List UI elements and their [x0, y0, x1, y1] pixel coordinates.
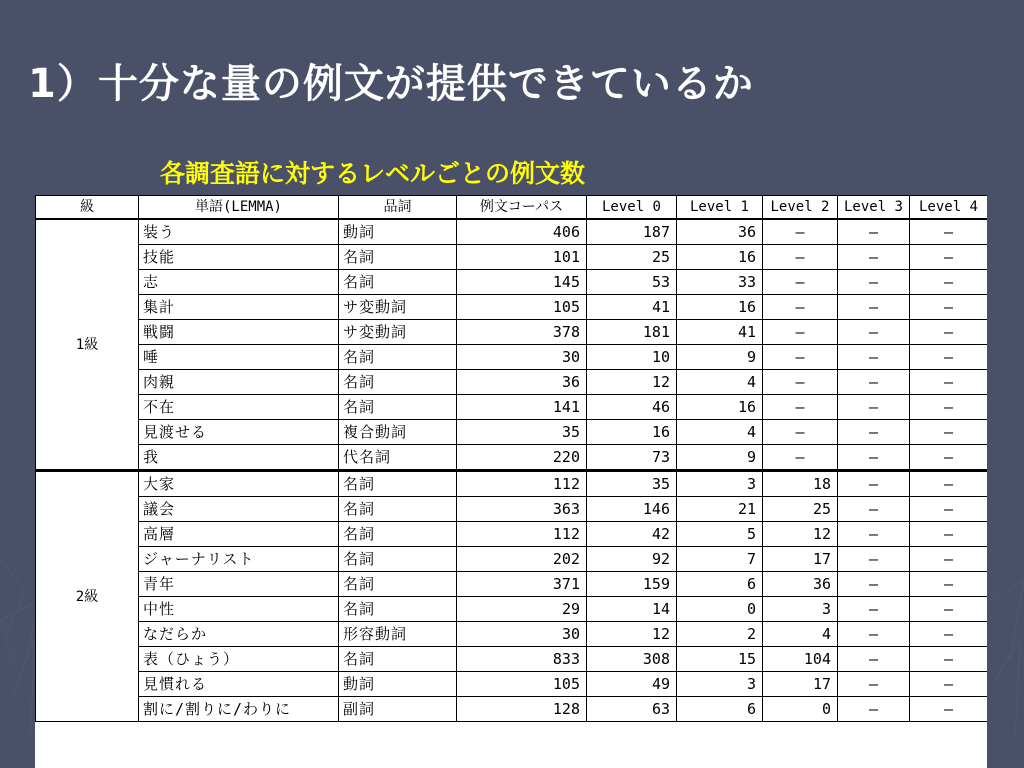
header-level-3: Level 3 [838, 196, 910, 220]
pos-cell: 名詞 [339, 270, 457, 295]
level-0-cell: 12 [587, 370, 677, 395]
corpus-cell: 145 [457, 270, 587, 295]
corpus-cell: 29 [457, 597, 587, 622]
grade-cell: 1級 [36, 219, 139, 471]
table-row [36, 572, 988, 597]
grade-cell: 2級 [36, 471, 139, 722]
corpus-cell: 105 [457, 672, 587, 697]
level-2-cell: 12 [763, 522, 838, 547]
level-0-cell: 146 [587, 497, 677, 522]
lemma-cell: 集計 [139, 295, 339, 320]
level-0-cell: 14 [587, 597, 677, 622]
table-row [36, 647, 988, 672]
header-lemma: 単語(LEMMA) [139, 196, 339, 220]
level-0-cell: 159 [587, 572, 677, 597]
lemma-cell: ジャーナリスト [139, 547, 339, 572]
level-4-cell: — [910, 219, 988, 245]
level-1-cell: 21 [677, 497, 763, 522]
level-1-cell: 33 [677, 270, 763, 295]
header-corpus: 例文コーパス [457, 196, 587, 220]
pos-cell: 複合動詞 [339, 420, 457, 445]
level-1-cell: 7 [677, 547, 763, 572]
table-row [36, 420, 988, 445]
level-0-cell: 308 [587, 647, 677, 672]
level-1-cell: 5 [677, 522, 763, 547]
level-1-cell: 3 [677, 672, 763, 697]
level-3-cell: — [838, 320, 910, 345]
table-row [36, 597, 988, 622]
level-0-cell: 16 [587, 420, 677, 445]
level-0-cell: 35 [587, 471, 677, 497]
level-4-cell: — [910, 697, 988, 722]
level-0-cell: 73 [587, 445, 677, 471]
corpus-cell: 101 [457, 245, 587, 270]
level-2-cell: 17 [763, 672, 838, 697]
table-row [36, 345, 988, 370]
pos-cell: 名詞 [339, 522, 457, 547]
level-2-cell: — [763, 320, 838, 345]
level-2-cell: — [763, 270, 838, 295]
corpus-cell: 371 [457, 572, 587, 597]
pos-cell: 名詞 [339, 547, 457, 572]
level-3-cell: — [838, 345, 910, 370]
level-1-cell: 36 [677, 219, 763, 245]
corpus-cell: 202 [457, 547, 587, 572]
lemma-cell: 唾 [139, 345, 339, 370]
lemma-cell: 中性 [139, 597, 339, 622]
level-4-cell: — [910, 497, 988, 522]
pos-cell: 名詞 [339, 647, 457, 672]
lemma-cell: 見慣れる [139, 672, 339, 697]
lemma-cell: 肉親 [139, 370, 339, 395]
pos-cell: 副詞 [339, 697, 457, 722]
level-4-cell: — [910, 395, 988, 420]
corpus-cell: 35 [457, 420, 587, 445]
table-row [36, 245, 988, 270]
level-3-cell: — [838, 270, 910, 295]
table-container [35, 195, 987, 768]
level-3-cell: — [838, 647, 910, 672]
corpus-cell: 220 [457, 445, 587, 471]
level-2-cell: — [763, 370, 838, 395]
level-0-cell: 41 [587, 295, 677, 320]
header-level-0: Level 0 [587, 196, 677, 220]
level-2-cell: — [763, 295, 838, 320]
level-1-cell: 6 [677, 572, 763, 597]
corpus-cell: 112 [457, 522, 587, 547]
table-row [36, 522, 988, 547]
level-2-cell: 0 [763, 697, 838, 722]
level-4-cell: — [910, 420, 988, 445]
corpus-cell: 112 [457, 471, 587, 497]
level-4-cell: — [910, 672, 988, 697]
level-1-cell: 9 [677, 445, 763, 471]
table-row [36, 547, 988, 572]
table-row [36, 471, 988, 497]
level-1-cell: 4 [677, 420, 763, 445]
lemma-cell: 高層 [139, 522, 339, 547]
level-4-cell: — [910, 547, 988, 572]
table-row [36, 370, 988, 395]
pos-cell: 名詞 [339, 471, 457, 497]
level-3-cell: — [838, 672, 910, 697]
level-1-cell: 3 [677, 471, 763, 497]
pos-cell: 名詞 [339, 345, 457, 370]
level-4-cell: — [910, 445, 988, 471]
corpus-cell: 833 [457, 647, 587, 672]
level-3-cell: — [838, 622, 910, 647]
level-1-cell: 9 [677, 345, 763, 370]
level-2-cell: 18 [763, 471, 838, 497]
level-1-cell: 16 [677, 395, 763, 420]
lemma-cell: 装う [139, 219, 339, 245]
level-2-cell: — [763, 395, 838, 420]
lemma-cell: 割に/割りに/わりに [139, 697, 339, 722]
level-0-cell: 46 [587, 395, 677, 420]
header-pos: 品詞 [339, 196, 457, 220]
corpus-cell: 363 [457, 497, 587, 522]
level-0-cell: 12 [587, 622, 677, 647]
pos-cell: 名詞 [339, 597, 457, 622]
level-2-cell: — [763, 420, 838, 445]
table-row [36, 295, 988, 320]
pos-cell: サ変動詞 [339, 320, 457, 345]
level-0-cell: 42 [587, 522, 677, 547]
level-3-cell: — [838, 370, 910, 395]
level-4-cell: — [910, 245, 988, 270]
level-2-cell: 36 [763, 572, 838, 597]
level-2-cell: 4 [763, 622, 838, 647]
corpus-cell: 128 [457, 697, 587, 722]
example-count-table [35, 195, 987, 722]
pos-cell: 名詞 [339, 395, 457, 420]
table-caption: 各調査語に対するレベルごとの例文数 [160, 159, 586, 188]
level-2-cell: — [763, 245, 838, 270]
level-3-cell: — [838, 445, 910, 471]
pos-cell: 名詞 [339, 497, 457, 522]
level-0-cell: 53 [587, 270, 677, 295]
lemma-cell: 表（ひょう） [139, 647, 339, 672]
level-4-cell: — [910, 471, 988, 497]
level-4-cell: — [910, 622, 988, 647]
corpus-cell: 105 [457, 295, 587, 320]
level-3-cell: — [838, 295, 910, 320]
level-4-cell: — [910, 320, 988, 345]
level-0-cell: 181 [587, 320, 677, 345]
corpus-cell: 36 [457, 370, 587, 395]
level-1-cell: 16 [677, 295, 763, 320]
level-2-cell: — [763, 219, 838, 245]
level-4-cell: — [910, 295, 988, 320]
table-row [36, 672, 988, 697]
level-0-cell: 63 [587, 697, 677, 722]
header-level-1: Level 1 [677, 196, 763, 220]
level-3-cell: — [838, 697, 910, 722]
level-3-cell: — [838, 245, 910, 270]
table-row [36, 445, 988, 471]
level-2-cell: 17 [763, 547, 838, 572]
corpus-cell: 30 [457, 622, 587, 647]
level-3-cell: — [838, 471, 910, 497]
level-4-cell: — [910, 647, 988, 672]
header-grade: 級 [36, 196, 139, 220]
pos-cell: 名詞 [339, 370, 457, 395]
lemma-cell: 志 [139, 270, 339, 295]
grade-group [36, 219, 988, 471]
table-row [36, 497, 988, 522]
pos-cell: 動詞 [339, 672, 457, 697]
level-3-cell: — [838, 219, 910, 245]
level-2-cell: — [763, 345, 838, 370]
level-2-cell: 25 [763, 497, 838, 522]
level-3-cell: — [838, 572, 910, 597]
level-0-cell: 92 [587, 547, 677, 572]
level-1-cell: 2 [677, 622, 763, 647]
level-2-cell: — [763, 445, 838, 471]
level-0-cell: 25 [587, 245, 677, 270]
lemma-cell: 議会 [139, 497, 339, 522]
header-row [36, 196, 988, 220]
corpus-cell: 30 [457, 345, 587, 370]
level-4-cell: — [910, 597, 988, 622]
pos-cell: 形容動詞 [339, 622, 457, 647]
level-1-cell: 41 [677, 320, 763, 345]
level-3-cell: — [838, 395, 910, 420]
lemma-cell: 戦闘 [139, 320, 339, 345]
level-3-cell: — [838, 597, 910, 622]
level-3-cell: — [838, 420, 910, 445]
level-1-cell: 6 [677, 697, 763, 722]
pos-cell: 名詞 [339, 245, 457, 270]
table-row [36, 320, 988, 345]
pos-cell: 名詞 [339, 572, 457, 597]
pos-cell: 動詞 [339, 219, 457, 245]
level-4-cell: — [910, 370, 988, 395]
level-0-cell: 10 [587, 345, 677, 370]
lemma-cell: 技能 [139, 245, 339, 270]
table-row [36, 697, 988, 722]
header-level-2: Level 2 [763, 196, 838, 220]
table-row [36, 622, 988, 647]
pos-cell: 代名詞 [339, 445, 457, 471]
level-1-cell: 4 [677, 370, 763, 395]
level-0-cell: 187 [587, 219, 677, 245]
level-4-cell: — [910, 522, 988, 547]
pos-cell: サ変動詞 [339, 295, 457, 320]
level-1-cell: 0 [677, 597, 763, 622]
level-2-cell: 104 [763, 647, 838, 672]
corpus-cell: 378 [457, 320, 587, 345]
slide-title: 1）十分な量の例文が提供できているか [28, 61, 754, 107]
lemma-cell: 不在 [139, 395, 339, 420]
lemma-cell: 見渡せる [139, 420, 339, 445]
header-level-4: Level 4 [910, 196, 988, 220]
table-row [36, 219, 988, 245]
level-1-cell: 16 [677, 245, 763, 270]
table-row [36, 395, 988, 420]
level-3-cell: — [838, 497, 910, 522]
corpus-cell: 406 [457, 219, 587, 245]
level-1-cell: 15 [677, 647, 763, 672]
corpus-cell: 141 [457, 395, 587, 420]
level-3-cell: — [838, 547, 910, 572]
table-row [36, 270, 988, 295]
level-4-cell: — [910, 572, 988, 597]
grade-group [36, 471, 988, 722]
level-2-cell: 3 [763, 597, 838, 622]
lemma-cell: 大家 [139, 471, 339, 497]
lemma-cell: 青年 [139, 572, 339, 597]
level-4-cell: — [910, 345, 988, 370]
lemma-cell: 我 [139, 445, 339, 471]
lemma-cell: なだらか [139, 622, 339, 647]
level-4-cell: — [910, 270, 988, 295]
level-3-cell: — [838, 522, 910, 547]
level-0-cell: 49 [587, 672, 677, 697]
